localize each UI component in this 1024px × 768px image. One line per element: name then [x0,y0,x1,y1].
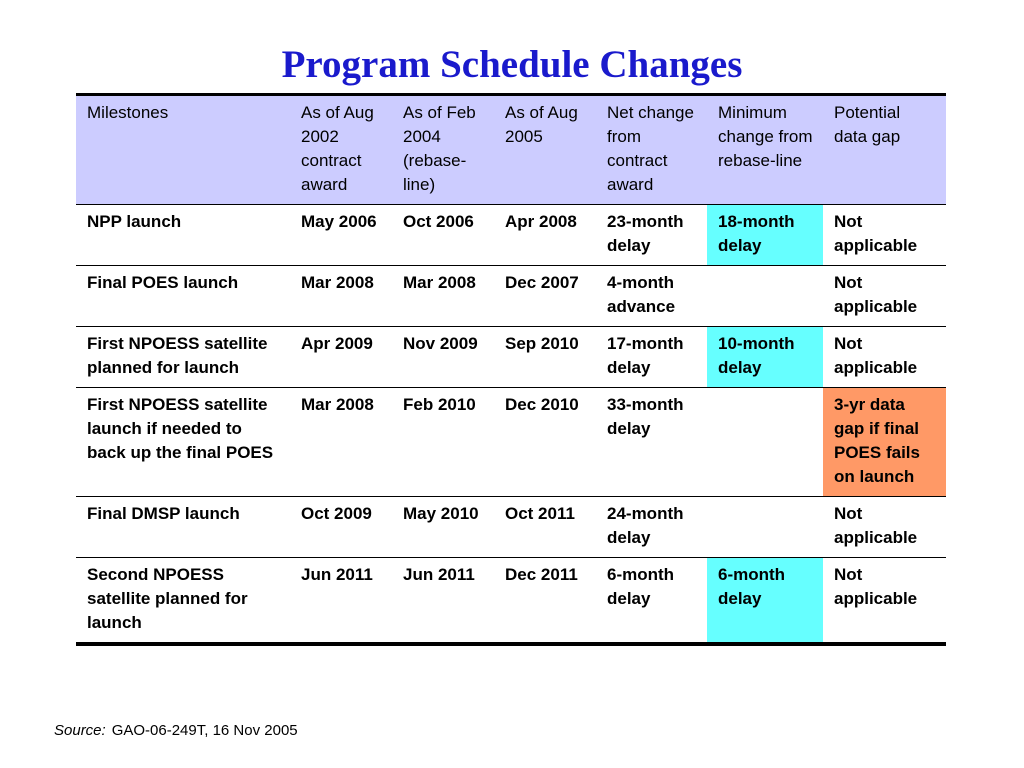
net-change-cell: 17-month delay [596,327,707,388]
table-row [76,497,946,558]
milestone-cell: Final DMSP launch [76,497,290,558]
milestone-cell: First NPOESS satellite launch if needed to back up the final POES [76,388,290,497]
date-cell: Oct 2009 [290,497,392,558]
source-note [54,722,298,739]
minimum-change-cell: 18-month delay [707,205,823,266]
table-row [76,558,946,645]
date-cell: May 2010 [392,497,494,558]
minimum-change-cell: 6-month delay [707,558,823,645]
header-potential-gap: Potential data gap [823,95,946,205]
data-gap-cell: Not applicable [823,497,946,558]
schedule-table [76,93,946,646]
net-change-cell: 4-month advance [596,266,707,327]
page-title: Program Schedule Changes [281,43,743,86]
date-cell: Sep 2010 [494,327,596,388]
header-minimum-change: Minimum change from rebase-line [707,95,823,205]
date-cell: Dec 2007 [494,266,596,327]
net-change-cell: 6-month delay [607,565,675,608]
table-row [76,266,946,327]
header-milestones: Milestones [76,95,290,205]
date-cell: Jun 2011 [403,565,475,584]
data-gap-cell: Not applicable [834,565,918,608]
data-gap-cell: 3-yr data gap if final POES fails on launch [823,388,946,497]
table-row [76,205,946,266]
net-change-cell: 23-month delay [596,205,707,266]
table-row [76,327,946,388]
date-cell: Jun 2011 [301,565,373,584]
table-header-row [76,95,946,205]
data-gap-cell: Not applicable [823,327,946,388]
milestone-cell: NPP launch [76,205,290,266]
minimum-change-cell: 10-month delay [707,327,823,388]
source-label: Source: [54,722,106,739]
date-cell: Mar 2008 [392,266,494,327]
date-cell: Oct 2006 [392,205,494,266]
header-aug-2002: As of Aug 2002 contract award [290,95,392,205]
data-gap-cell: Not applicable [823,266,946,327]
milestone-cell: Second NPOESS satellite planned for launch [87,565,248,632]
date-cell: Dec 2011 [505,565,578,584]
date-cell: Dec 2010 [494,388,596,497]
date-cell: Apr 2008 [494,205,596,266]
date-cell: Mar 2008 [290,388,392,497]
net-change-cell: 24-month delay [596,497,707,558]
date-cell: May 2006 [290,205,392,266]
header-aug-2005: As of Aug 2005 [494,95,596,205]
milestone-cell: Final POES launch [76,266,290,327]
header-feb-2004: As of Feb 2004 (rebase-line) [392,95,494,205]
date-cell: Oct 2011 [494,497,596,558]
data-gap-cell: Not applicable [823,205,946,266]
milestone-cell: First NPOESS satellite planned for launch [76,327,290,388]
minimum-change-cell [707,497,823,558]
header-net-change: Net change from contract award [596,95,707,205]
minimum-change-cell [707,266,823,327]
minimum-change-cell [707,388,823,497]
table-row [76,388,946,497]
date-cell: Feb 2010 [392,388,494,497]
date-cell: Apr 2009 [290,327,392,388]
net-change-cell: 33-month delay [596,388,707,497]
source-text: GAO-06-249T, 16 Nov 2005 [111,722,298,739]
date-cell: Nov 2009 [392,327,494,388]
date-cell: Mar 2008 [290,266,392,327]
